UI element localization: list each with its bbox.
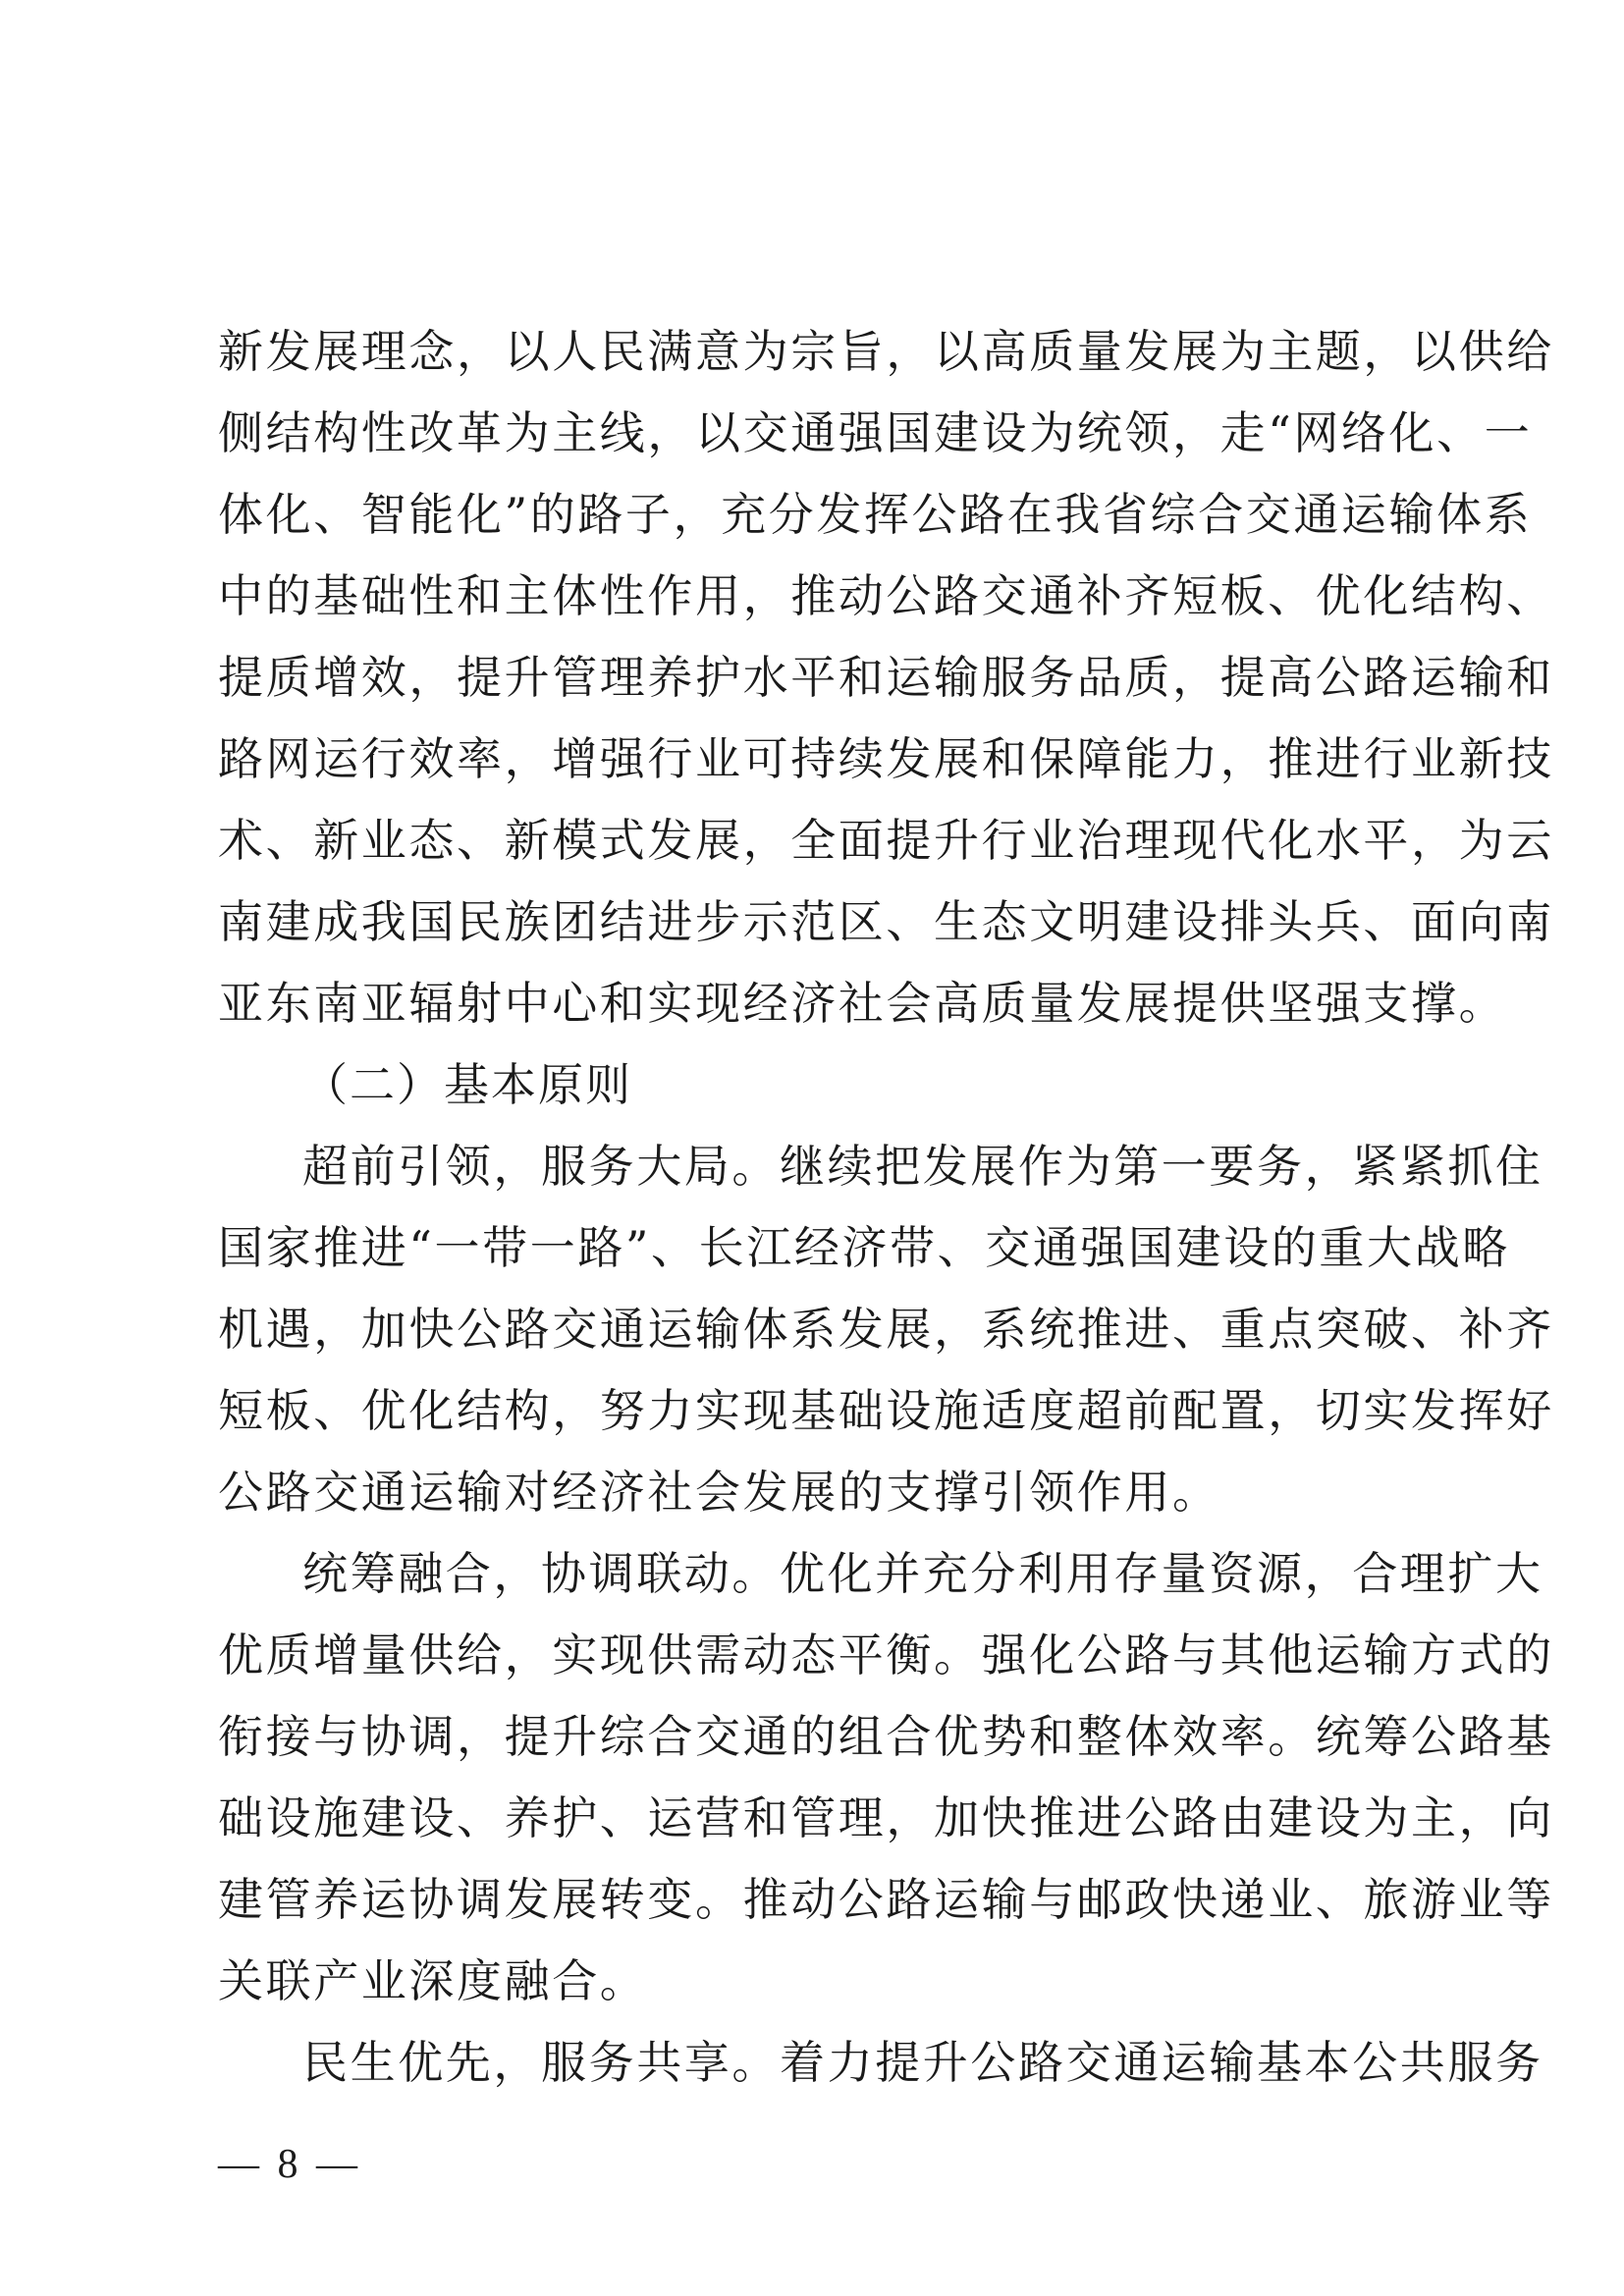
paragraph-line: 路网运行效率，增强行业可持续发展和保障能力，推进行业新技	[218, 732, 1554, 785]
paragraph-line: 侧结构性改革为主线，以交通强国建设为统领，走“网络化、一	[218, 406, 1533, 459]
paragraph-line: 中的基础性和主体性作用，推动公路交通补齐短板、优化结构、	[218, 569, 1554, 622]
principle-1-line: 国家推进“一带一路”、长江经济带、交通强国建设的重大战略	[218, 1221, 1510, 1274]
section-heading: （二）基本原则	[302, 1058, 632, 1111]
principle-2-line: 衔接与协调，提升综合交通的组合优势和整体效率。统筹公路基	[218, 1710, 1554, 1763]
principle-1-line: 公路交通运输对经济社会发展的支撑引领作用。	[218, 1466, 1220, 1519]
paragraph-line: 提质增效，提升管理养护水平和运输服务品质，提高公路运输和	[218, 651, 1554, 704]
page-number: — 8 —	[218, 2142, 361, 2187]
principle-1-line: 机遇，加快公路交通运输体系发展，系统推进、重点突破、补齐	[218, 1303, 1554, 1356]
paragraph-line: 体化、智能化”的路子，充分发挥公路在我省综合交通运输体系	[218, 488, 1533, 541]
paragraph-line: 新发展理念，以人民满意为宗旨，以高质量发展为主题，以供给	[218, 325, 1554, 378]
principle-2-line: 关联产业深度融合。	[218, 1954, 648, 2007]
principle-1-line: 超前引领，服务大局。继续把发展作为第一要务，紧紧抓住	[302, 1140, 1543, 1193]
paragraph-line: 亚东南亚辐射中心和实现经济社会高质量发展提供坚强支撑。	[218, 977, 1507, 1030]
principle-2-line: 础设施建设、养护、运营和管理，加快推进公路由建设为主，向	[218, 1791, 1554, 1844]
principle-1-line: 短板、优化结构，努力实现基础设施适度超前配置，切实发挥好	[218, 1384, 1554, 1437]
principle-2-line: 建管养运协调发展转变。推动公路运输与邮政快递业、旅游业等	[218, 1873, 1554, 1926]
paragraph-line: 术、新业态、新模式发展，全面提升行业治理现代化水平，为云	[218, 814, 1554, 867]
principle-2-line: 优质增量供给，实现供需动态平衡。强化公路与其他运输方式的	[218, 1629, 1554, 1682]
paragraph-line: 南建成我国民族团结进步示范区、生态文明建设排头兵、面向南	[218, 895, 1554, 948]
principle-2-line: 统筹融合，协调联动。优化并充分利用存量资源，合理扩大	[302, 1547, 1543, 1600]
principle-3-line: 民生优先，服务共享。着力提升公路交通运输基本公共服务	[302, 2036, 1543, 2089]
